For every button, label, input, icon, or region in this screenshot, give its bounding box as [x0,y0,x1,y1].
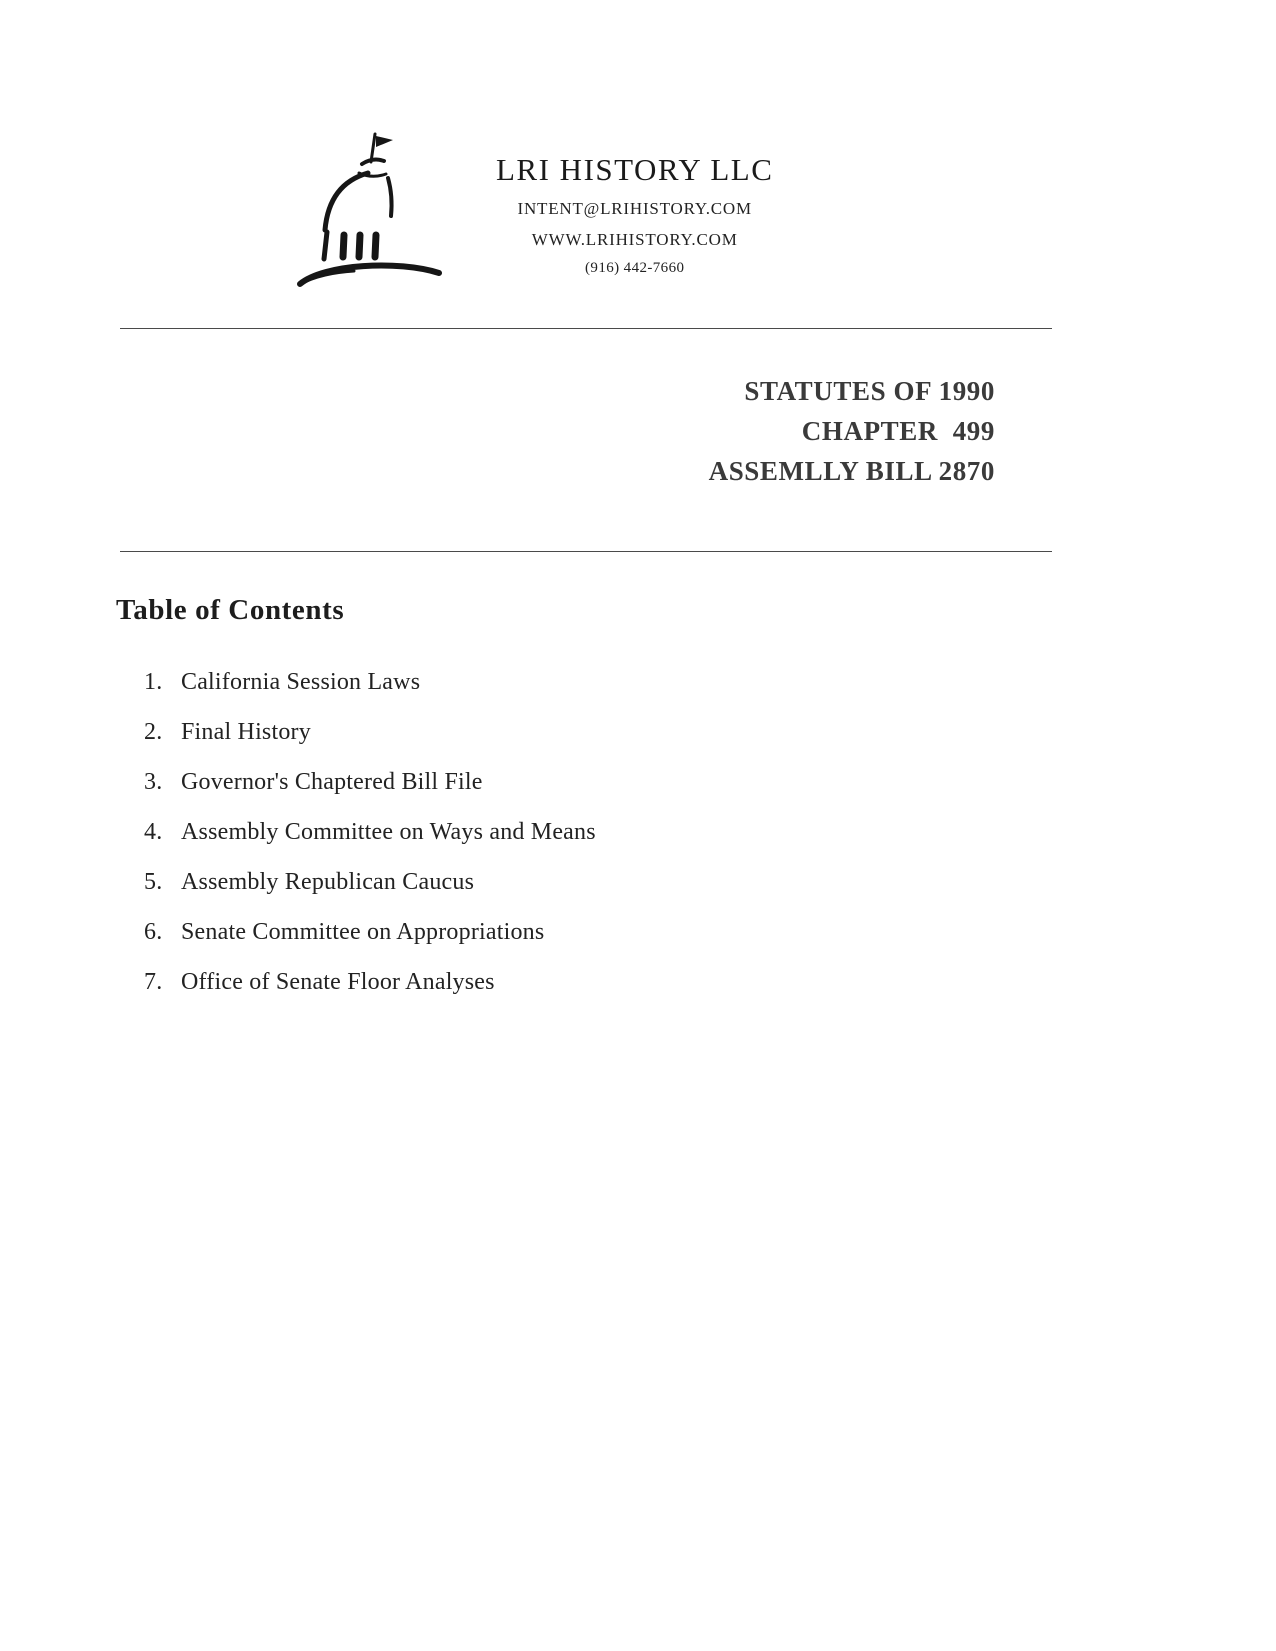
toc-item-label: Senate Committee on Appropriations [181,919,545,945]
capitol-building-logo-icon [296,126,446,296]
company-phone: (916) 442-7660 [585,260,685,276]
statute-chapter: CHAPTER 499 [801,416,995,446]
toc-item-label: Governor's Chaptered Bill File [181,769,483,795]
toc-item [116,719,1276,746]
company-name: LRI HISTORY LLC [496,152,774,187]
toc-item [116,769,1276,796]
divider-top [120,328,1052,329]
toc-item-number: 1. [144,669,163,695]
toc-list [116,669,1276,996]
letterhead [0,0,1276,296]
toc-item-label: Office of Senate Floor Analyses [181,969,495,995]
company-email: INTENT@LRIHISTORY.COM [517,199,752,218]
toc-heading: Table of Contents [116,594,345,626]
table-of-contents [0,594,1276,996]
toc-item [116,969,1276,996]
toc-item-number: 7. [144,969,163,995]
toc-item-number: 4. [144,819,163,845]
toc-item-label: Final History [181,719,311,745]
toc-item-number: 3. [144,769,163,795]
statute-year: STATUTES OF 1990 [744,376,995,406]
company-website: WWW.LRIHISTORY.COM [531,230,738,249]
toc-item-label: California Session Laws [181,669,421,695]
toc-item-label: Assembly Republican Caucus [181,869,475,895]
toc-item [116,919,1276,946]
statute-title-block [0,371,1276,491]
toc-item-number: 2. [144,719,163,745]
toc-item [116,819,1276,846]
toc-item-number: 6. [144,919,163,945]
contact-block [496,152,773,277]
toc-item-number: 5. [144,869,163,895]
toc-item-label: Assembly Committee on Ways and Means [181,819,596,845]
divider-bottom [120,551,1052,552]
statute-bill: ASSEMLLY BILL 2870 [708,456,995,486]
toc-item [116,869,1276,896]
toc-item [116,669,1276,696]
